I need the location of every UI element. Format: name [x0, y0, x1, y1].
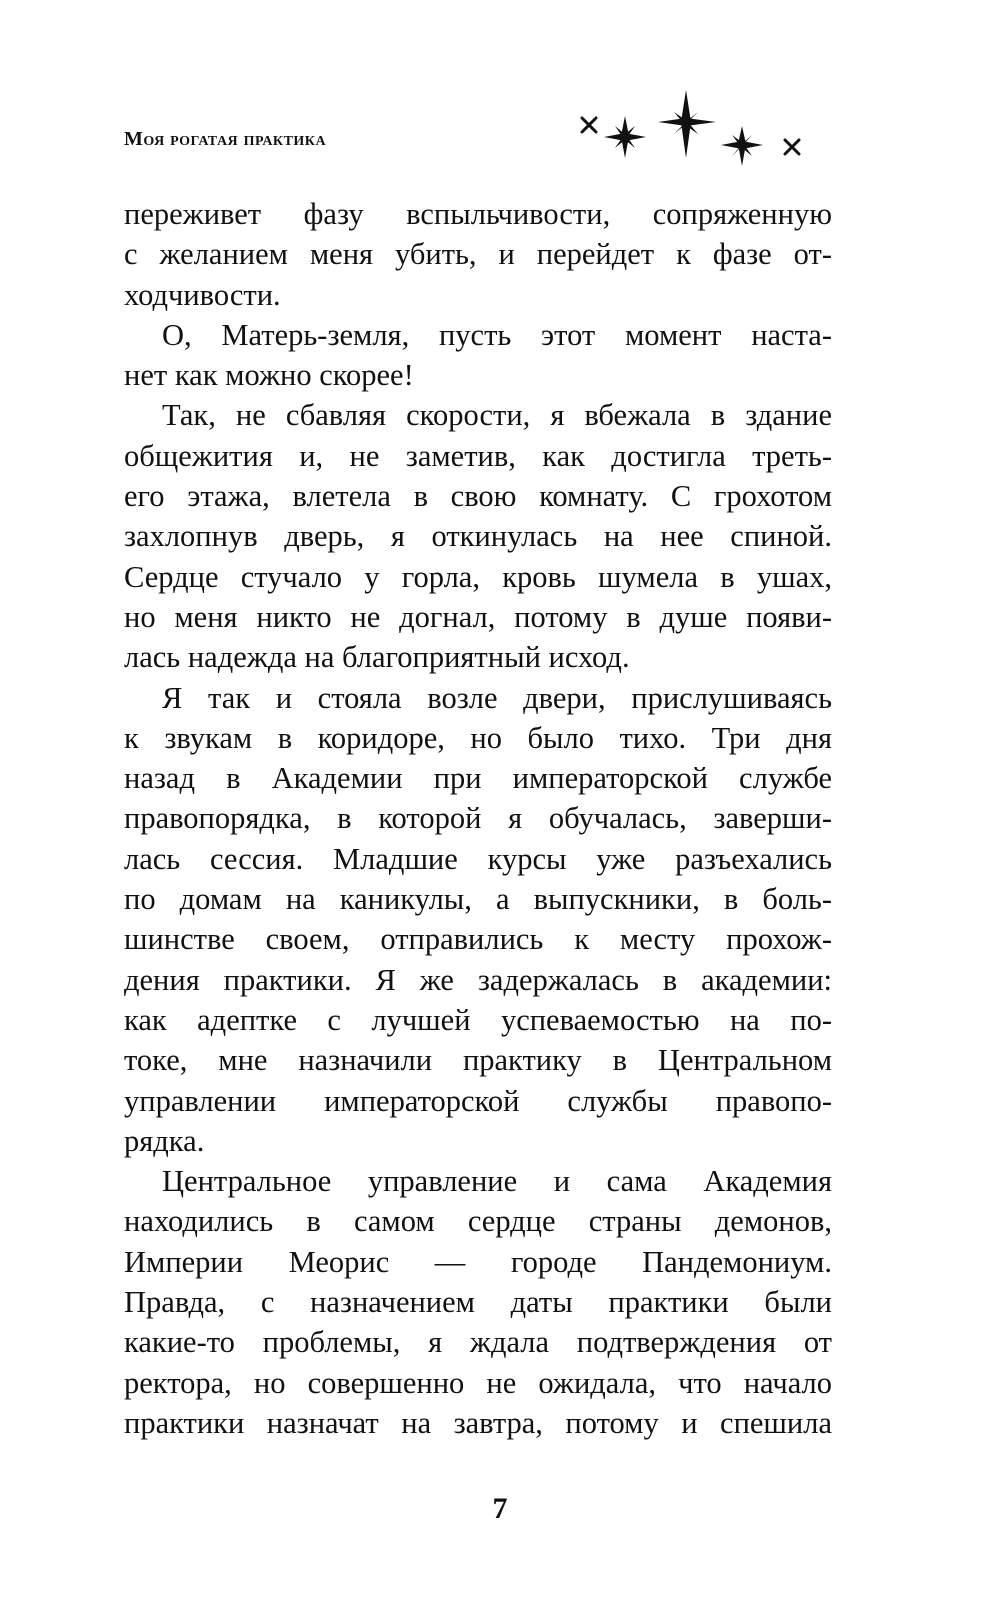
- text-line: переживет фазу вспыльчивости, сопряженную: [124, 197, 832, 231]
- running-head-title: Моя рогатая практика: [124, 128, 327, 150]
- text-line: правопорядка, в которой я обучалась, заверши-: [124, 801, 832, 836]
- text-line: по домам на каникулы, а выпускники, в боль-: [124, 882, 832, 917]
- text-line: находились в самом сердце страны демонов,: [124, 1204, 832, 1239]
- text-line: Так, не сбавляя скорости, я вбежала в здание: [162, 398, 832, 433]
- text-line: рядка.: [124, 1123, 205, 1158]
- paragraph: [124, 315, 832, 396]
- stars-ornament-icon: [580, 88, 830, 178]
- text-line: практики назначат на завтра, потому и спешила: [124, 1405, 832, 1440]
- body-text: [124, 194, 832, 1443]
- text-line: О, Матерь-земля, пусть этот момент наста-: [162, 317, 832, 352]
- text-line: с желанием меня убить, и перейдет к фазе от-: [124, 237, 832, 272]
- text-line: ректора, но совершенно не ожидала, что начало: [124, 1365, 832, 1400]
- text-line: какие-то проблемы, я ждала подтверждения от: [124, 1325, 832, 1360]
- text-line: лась надежда на благоприятный исход.: [124, 640, 630, 675]
- text-line: токе, мне назначили практику в Центральном: [124, 1043, 832, 1078]
- text-line: его этажа, влетела в свою комнату. С грохотом: [124, 479, 832, 514]
- text-line: Правда, с назначением даты практики были: [124, 1285, 832, 1320]
- paragraph: [124, 678, 832, 1162]
- paragraph: [124, 194, 832, 315]
- text-line: шинстве своем, отправились к месту прохож-: [124, 922, 832, 957]
- text-line: управлении императорской службы правопо-: [124, 1083, 832, 1118]
- page-number: 7: [492, 1492, 508, 1525]
- text-line: Я так и стояла возле двери, прислушиваясь: [162, 680, 832, 715]
- text-line: назад в Академии при императорской службе: [124, 761, 832, 796]
- text-line: дения практики. Я же задержалась в академии:: [124, 962, 832, 997]
- text-line: Центральное управление и сама Академия: [162, 1164, 832, 1199]
- text-line: ходчивости.: [124, 277, 281, 312]
- text-line: лась сессия. Младшие курсы уже разъехались: [124, 841, 832, 876]
- paragraph: [124, 395, 832, 677]
- text-line: но меня никто не догнал, потому в душе появи-: [124, 599, 832, 634]
- text-line: нет как можно скорее!: [124, 358, 414, 393]
- paragraph: [124, 1161, 832, 1443]
- text-line: Империи Меорис — городе Пандемониум.: [124, 1244, 832, 1279]
- text-line: как адептке с лучшей успеваемостью на по-: [124, 1002, 832, 1037]
- text-line: захлопнув дверь, я откинулась на нее спиной.: [124, 519, 832, 554]
- text-line: общежития и, не заметив, как достигла треть-: [124, 438, 832, 473]
- text-line: Сердце стучало у горла, кровь шумела в ушах,: [124, 559, 832, 594]
- text-line: к звукам в коридоре, но было тихо. Три дня: [124, 720, 832, 755]
